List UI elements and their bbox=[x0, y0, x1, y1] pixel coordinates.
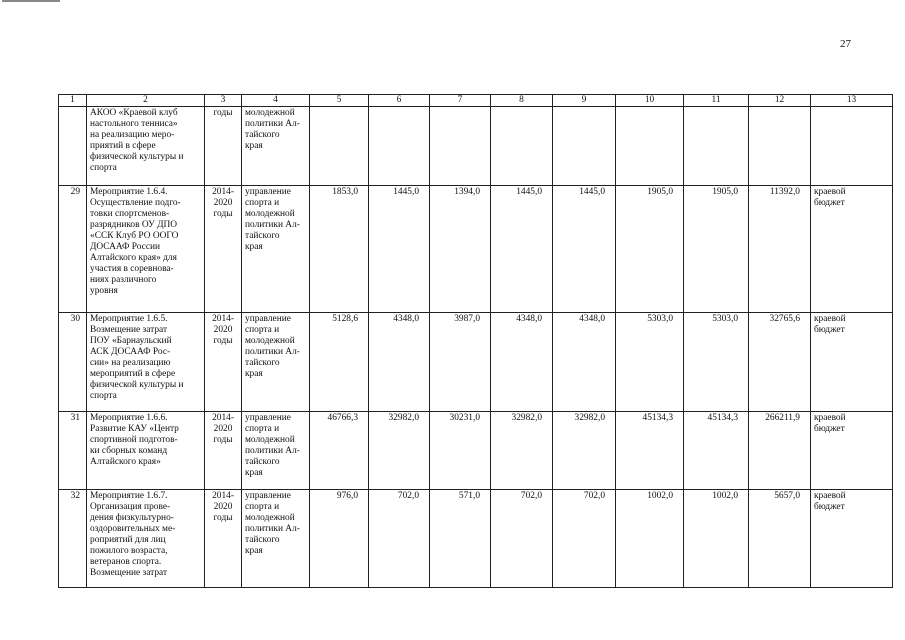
measure-name bbox=[87, 186, 205, 313]
column-header: 13 bbox=[811, 95, 893, 107]
column-header: 1 bbox=[59, 95, 87, 107]
column-header: 12 bbox=[749, 95, 811, 107]
value-cell: 5128,6 bbox=[310, 313, 369, 412]
executor-line: молодежной bbox=[245, 513, 295, 523]
value-cell: 32982,0 bbox=[491, 412, 553, 490]
value-cell bbox=[684, 107, 749, 186]
table-row bbox=[59, 186, 893, 313]
executor-line: края bbox=[245, 141, 263, 151]
years-cell bbox=[205, 412, 242, 490]
years-cell bbox=[205, 490, 242, 588]
executor-line: тайского bbox=[245, 358, 280, 368]
funding-source-cell bbox=[811, 490, 893, 588]
measure-name-line: ПОУ «Барнаульский bbox=[90, 336, 172, 346]
executor-line: управление bbox=[245, 491, 291, 501]
measure-name-line: Мероприятие 1.6.4. bbox=[90, 187, 168, 197]
value-cell: 1445,0 bbox=[491, 186, 553, 313]
value-cell: 45134,3 bbox=[616, 412, 684, 490]
measure-name-line: ниях различного bbox=[90, 275, 157, 285]
value-cell bbox=[616, 107, 684, 186]
executor-line: тайского bbox=[245, 535, 280, 545]
value-cell: 571,0 bbox=[430, 490, 491, 588]
executor-line: края bbox=[245, 546, 263, 556]
executor-line: политики Ал- bbox=[245, 347, 300, 357]
value-cell: 266211,9 bbox=[749, 412, 811, 490]
measure-name-line: участия в соревнова- bbox=[90, 264, 174, 274]
executor-line: политики Ал- bbox=[245, 524, 300, 534]
measure-name-line: ДОСААФ России bbox=[90, 242, 161, 252]
value-cell: 702,0 bbox=[553, 490, 616, 588]
measure-name-line: спортивной подготов- bbox=[90, 435, 178, 445]
value-cell: 1394,0 bbox=[430, 186, 491, 313]
column-header: 11 bbox=[684, 95, 749, 107]
funding-source-cell bbox=[811, 186, 893, 313]
table-row bbox=[59, 490, 893, 588]
funding-source-line: бюджет bbox=[814, 198, 845, 208]
measure-name-line: Возмещение затрат bbox=[90, 325, 168, 335]
table-row bbox=[59, 313, 893, 412]
executor-line: политики Ал- bbox=[245, 220, 300, 230]
value-cell: 1445,0 bbox=[369, 186, 430, 313]
years-line: 2020 bbox=[213, 424, 233, 434]
funding-source-line: краевой bbox=[814, 187, 846, 197]
row-number: 32 bbox=[59, 490, 87, 588]
value-cell: 4348,0 bbox=[369, 313, 430, 412]
funding-source-cell bbox=[811, 313, 893, 412]
years-line: 2020 bbox=[213, 502, 233, 512]
value-cell: 30231,0 bbox=[430, 412, 491, 490]
executor-line: политики Ал- bbox=[245, 119, 300, 129]
measure-name-line: спорта bbox=[90, 391, 117, 401]
executor-line: управление bbox=[245, 187, 291, 197]
executor-line: молодежной bbox=[245, 435, 295, 445]
executor-line: края bbox=[245, 468, 263, 478]
executor-line: тайского bbox=[245, 231, 280, 241]
funding-source-line: бюджет bbox=[814, 424, 845, 434]
executor-cell bbox=[242, 412, 310, 490]
column-header: 2 bbox=[87, 95, 205, 107]
funding-source-line: краевой bbox=[814, 314, 846, 324]
executor-line: управление bbox=[245, 413, 291, 423]
measure-name-line: «ССК Клуб РО ООГО bbox=[90, 231, 179, 241]
value-cell: 702,0 bbox=[491, 490, 553, 588]
table-body bbox=[59, 107, 893, 588]
value-cell: 1905,0 bbox=[684, 186, 749, 313]
column-header: 4 bbox=[242, 95, 310, 107]
measure-name bbox=[87, 490, 205, 588]
years-line: 2014- bbox=[212, 491, 234, 501]
measure-name-line: Развитие КАУ «Центр bbox=[90, 424, 179, 434]
years-line: годы bbox=[213, 513, 233, 523]
value-cell: 5303,0 bbox=[616, 313, 684, 412]
executor-line: молодежной bbox=[245, 336, 295, 346]
value-cell bbox=[749, 107, 811, 186]
measure-name bbox=[87, 107, 205, 186]
executor-line: спорта и bbox=[245, 198, 280, 208]
value-cell: 1002,0 bbox=[616, 490, 684, 588]
value-cell: 1853,0 bbox=[310, 186, 369, 313]
years-line: 2014- bbox=[212, 413, 234, 423]
row-number: 31 bbox=[59, 412, 87, 490]
executor-line: тайского bbox=[245, 130, 280, 140]
measure-name-line: ки сборных команд bbox=[90, 446, 168, 456]
years-line: годы bbox=[213, 209, 233, 219]
value-cell: 1002,0 bbox=[684, 490, 749, 588]
measure-name-line: Мероприятие 1.6.7. bbox=[90, 491, 168, 501]
column-header: 7 bbox=[430, 95, 491, 107]
column-header: 5 bbox=[310, 95, 369, 107]
funding-source-cell bbox=[811, 412, 893, 490]
value-cell: 5303,0 bbox=[684, 313, 749, 412]
years-line: годы bbox=[213, 435, 233, 445]
measure-name bbox=[87, 412, 205, 490]
funding-source-cell bbox=[811, 107, 893, 186]
executor-line: политики Ал- bbox=[245, 446, 300, 456]
value-cell: 5657,0 bbox=[749, 490, 811, 588]
header-row bbox=[59, 95, 893, 107]
measure-name-line: разрядников ОУ ДПО bbox=[90, 220, 178, 230]
funding-source-line: бюджет bbox=[814, 325, 845, 335]
years-line: 2020 bbox=[213, 325, 233, 335]
measure-name-line: уровня bbox=[90, 286, 118, 296]
value-cell: 32765,6 bbox=[749, 313, 811, 412]
measure-name-line: дения физкультурно- bbox=[90, 513, 174, 523]
funding-source-line: краевой bbox=[814, 413, 846, 423]
value-cell bbox=[491, 107, 553, 186]
measure-name-line: пожилого возраста, bbox=[90, 546, 168, 556]
program-table bbox=[58, 94, 893, 588]
executor-cell bbox=[242, 107, 310, 186]
measure-name-line: товки спортсменов- bbox=[90, 209, 170, 219]
measure-name-line: Осуществление подго- bbox=[90, 198, 181, 208]
measure-name-line: спорта bbox=[90, 163, 117, 173]
value-cell: 32982,0 bbox=[369, 412, 430, 490]
column-header: 6 bbox=[369, 95, 430, 107]
row-number: 30 bbox=[59, 313, 87, 412]
measure-name-line: Мероприятие 1.6.5. bbox=[90, 314, 168, 324]
value-cell bbox=[369, 107, 430, 186]
years-line: годы bbox=[213, 336, 233, 346]
executor-cell bbox=[242, 490, 310, 588]
executor-line: тайского bbox=[245, 457, 280, 467]
measure-name-line: физической культуры и bbox=[90, 152, 184, 162]
measure-name-line: приятий в сфере bbox=[90, 141, 156, 151]
measure-name-line: Мероприятие 1.6.6. bbox=[90, 413, 168, 423]
value-cell: 45134,3 bbox=[684, 412, 749, 490]
row-number: 29 bbox=[59, 186, 87, 313]
executor-cell bbox=[242, 313, 310, 412]
executor-line: молодежной bbox=[245, 108, 295, 118]
value-cell: 46766,3 bbox=[310, 412, 369, 490]
executor-line: края bbox=[245, 369, 263, 379]
years-line: 2014- bbox=[212, 187, 234, 197]
funding-source-line: краевой bbox=[814, 491, 846, 501]
executor-line: спорта и bbox=[245, 424, 280, 434]
measure-name-line: мероприятий в сфере bbox=[90, 369, 176, 379]
years-cell bbox=[205, 186, 242, 313]
executor-line: молодежной bbox=[245, 209, 295, 219]
value-cell bbox=[430, 107, 491, 186]
measure-name-line: АКОО «Краевой клуб bbox=[90, 108, 178, 118]
measure-name-line: Алтайского края» bbox=[90, 457, 161, 467]
measure-name-line: оздоровительных ме- bbox=[90, 524, 176, 534]
measure-name-line: Алтайского края» для bbox=[90, 253, 177, 263]
value-cell: 1905,0 bbox=[616, 186, 684, 313]
executor-line: управление bbox=[245, 314, 291, 324]
column-header: 9 bbox=[553, 95, 616, 107]
measure-name-line: Возмещение затрат bbox=[90, 568, 168, 578]
years-line: годы bbox=[213, 108, 233, 118]
measure-name-line: на реализацию меро- bbox=[90, 130, 175, 140]
column-header: 8 bbox=[491, 95, 553, 107]
executor-line: спорта и bbox=[245, 502, 280, 512]
measure-name-line: сии» на реализацию bbox=[90, 358, 171, 368]
measure-name-line: ветеранов спорта. bbox=[90, 557, 162, 567]
value-cell: 4348,0 bbox=[553, 313, 616, 412]
measure-name-line: роприятий для лиц bbox=[90, 535, 166, 545]
page-number: 27 bbox=[840, 38, 851, 50]
value-cell: 1445,0 bbox=[553, 186, 616, 313]
executor-line: спорта и bbox=[245, 325, 280, 335]
value-cell bbox=[553, 107, 616, 186]
executor-cell bbox=[242, 186, 310, 313]
years-line: 2020 bbox=[213, 198, 233, 208]
years-line: 2014- bbox=[212, 314, 234, 324]
value-cell: 3987,0 bbox=[430, 313, 491, 412]
years-cell bbox=[205, 107, 242, 186]
table-row bbox=[59, 107, 893, 186]
column-header: 10 bbox=[616, 95, 684, 107]
value-cell: 32982,0 bbox=[553, 412, 616, 490]
value-cell: 4348,0 bbox=[491, 313, 553, 412]
measure-name-line: настольного тенниса» bbox=[90, 119, 178, 129]
measure-name bbox=[87, 313, 205, 412]
value-cell: 976,0 bbox=[310, 490, 369, 588]
value-cell: 11392,0 bbox=[749, 186, 811, 313]
executor-line: края bbox=[245, 242, 263, 252]
value-cell: 702,0 bbox=[369, 490, 430, 588]
corner-rule bbox=[2, 0, 60, 2]
table-row bbox=[59, 412, 893, 490]
years-cell bbox=[205, 313, 242, 412]
column-header: 3 bbox=[205, 95, 242, 107]
measure-name-line: АСК ДОСААФ Рос- bbox=[90, 347, 171, 357]
measure-name-line: физической культуры и bbox=[90, 380, 184, 390]
funding-source-line: бюджет bbox=[814, 502, 845, 512]
row-number bbox=[59, 107, 87, 186]
value-cell bbox=[310, 107, 369, 186]
measure-name-line: Организация прове- bbox=[90, 502, 171, 512]
